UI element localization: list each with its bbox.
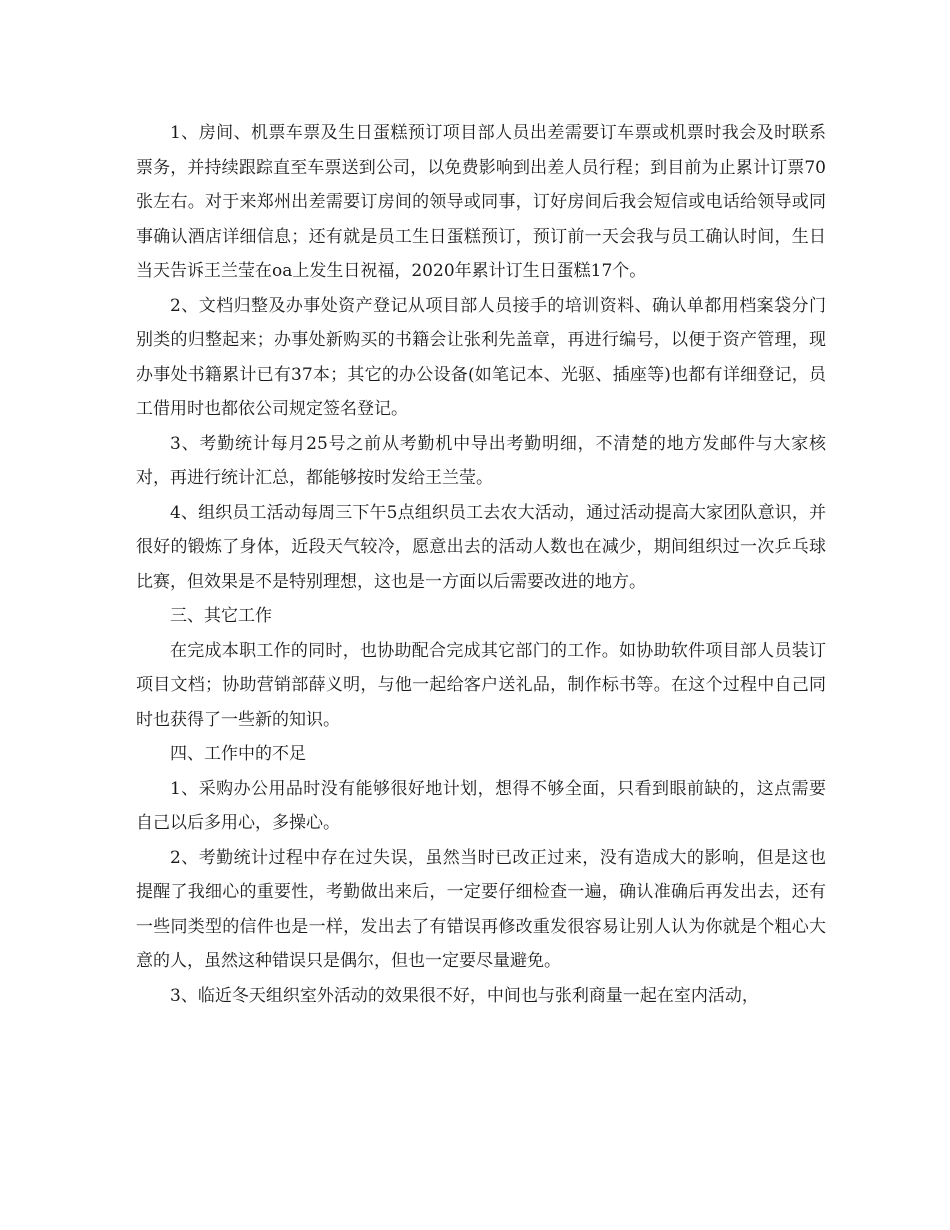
paragraph-shortcoming-purchasing: 1、采购办公用品时没有能够很好地计划，想得不够全面，只看到眼前缺的，这点需要自己以后多用心，多操心。 bbox=[136, 778, 826, 833]
paragraph-attendance: 3、考勤统计每月25号之前从考勤机中导出考勤明细，不清楚的地方发邮件与大家核对，再进行统计汇总，都能够按时发给王兰莹。 bbox=[136, 433, 826, 488]
paragraph-shortcoming-outdoor: 3、临近冬天组织室外活动的效果很不好，中间也与张利商量一起在室内活动， bbox=[170, 985, 759, 1006]
section-heading-other-work: 三、其它工作 bbox=[170, 606, 272, 626]
paragraph-activities: 4、组织员工活动每周三下午5点组织员工去农大活动，通过活动提高大家团队意识，并很好的锻炼了身体，近段天气较冷，愿意出去的活动人数也在减少，期间组织过一次乒乓球比赛，但效果是不是特别理想，这也是一方面以后需要改进的地方。 bbox=[136, 502, 826, 592]
paragraph-archiving: 2、文档归整及办事处资产登记从项目部人员接手的培训资料、确认单都用档案袋分门别类的归整起来；办事处新购买的书籍会让张利先盖章，再进行编号，以便于资产管理，现办事处书籍累计已有37本；其它的办公设备(如笔记本、光驱、插座等)也都有详细登记，员工借用时也都依公司规定签名登记。 bbox=[136, 295, 826, 419]
paragraph-shortcoming-attendance: 2、考勤统计过程中存在过失误，虽然当时已改正过来，没有造成大的影响，但是这也提醒了我细心的重要性，考勤做出来后，一定要仔细检查一遍，确认准确后再发出去，还有一些同类型的信件也是一样，发出去了有错误再修改重发很容易让别人认为你就是个粗心大意的人，虽然这种错误只是偶尔，但也一定要尽量避免。 bbox=[136, 847, 826, 971]
document-body bbox=[136, 116, 826, 1013]
section-heading-shortcomings: 四、工作中的不足 bbox=[170, 744, 306, 764]
paragraph-booking: 1、房间、机票车票及生日蛋糕预订项目部人员出差需要订车票或机票时我会及时联系票务，并持续跟踪直至车票送到公司，以免费影响到出差人员行程；到目前为止累计订票70张左右。对于来郑州出差需要订房间的领导或同事，订好房间后我会短信或电话给领导或同事确认酒店详细信息；还有就是员工生日蛋糕预订，预订前一天会我与员工确认时间，生日当天告诉王兰莹在oa上发生日祝福，2020年累计订生日蛋糕17个。 bbox=[136, 123, 826, 281]
paragraph-other-work: 在完成本职工作的同时，也协助配合完成其它部门的工作。如协助软件项目部人员装订项目文档；协助营销部薛义明，与他一起给客户送礼品，制作标书等。在这个过程中自己同时也获得了一些新的知识。 bbox=[136, 640, 826, 730]
